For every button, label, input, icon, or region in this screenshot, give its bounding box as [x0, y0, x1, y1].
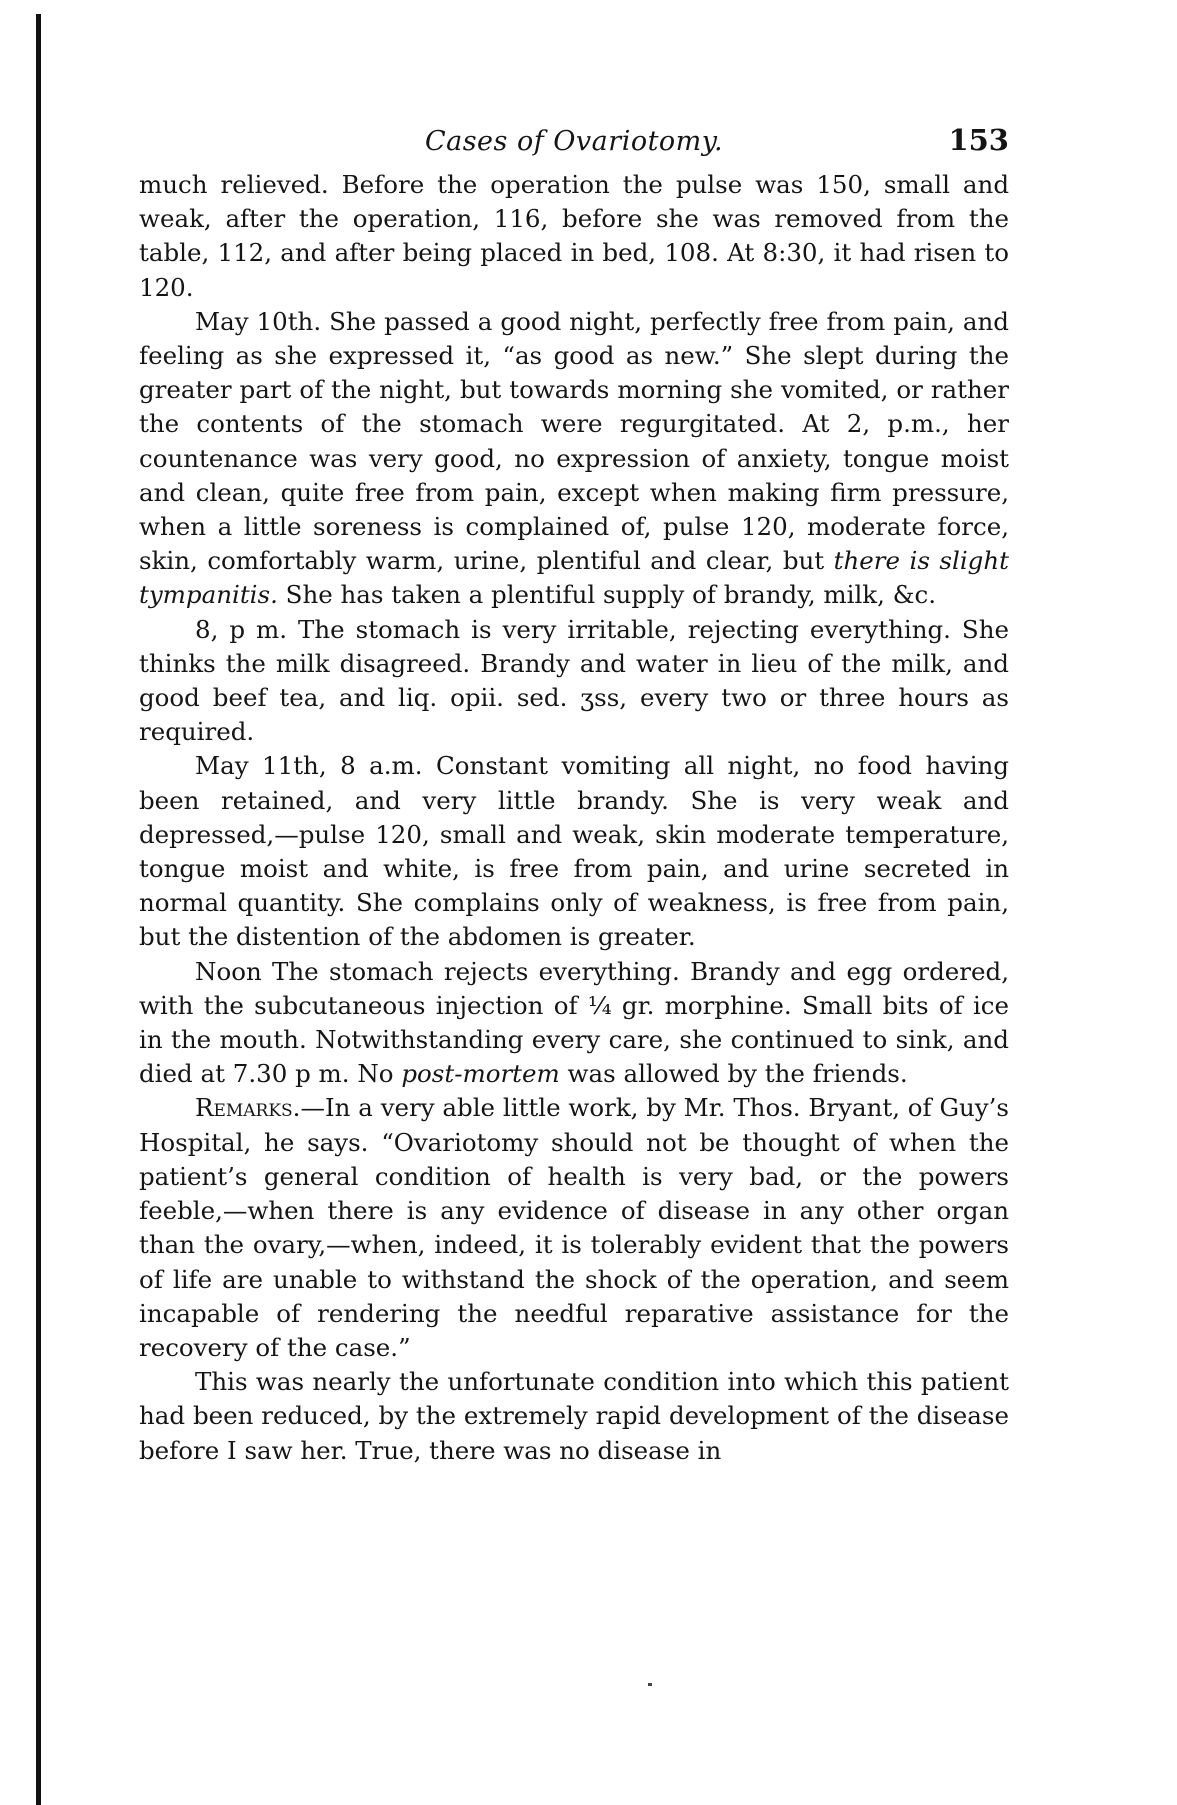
- paragraph-1: [139, 168, 1009, 305]
- paragraph-italic-phrase: there is slight tympanitis.: [139, 546, 1009, 610]
- paragraph-text: —In a very able little work, by Mr. Thos. Bryant, of Guy’s Hospital, he says. “Ovariotomy should not be thought of when the patient’s general condition of health is very bad, or the powers feeble,—when there is any evidence of disease in any other organ than the ovary,—when, indeed, it is tolerably evident that the powers of life are unable to withstand the shock of the operation, and seem incapable of rendering the needful reparative assistance for the recovery of the case.”: [139, 1093, 1009, 1362]
- body-text: [139, 168, 1009, 1468]
- paragraph-6: [139, 1091, 1009, 1365]
- remarks-heading: Remarks.: [195, 1093, 301, 1123]
- stray-ink-mark: [648, 1683, 652, 1686]
- paragraph-text: This was nearly the unfortunate condition into which this patient had been reduced, by the extremely rapid development of the disease before I saw her. True, there was no disease in: [139, 1367, 1009, 1465]
- paragraph-text: May 10th. She passed a good night, perfectly free from pain, and feeling as she expressed it, “as good as new.” She slept during the greater part of the night, but towards morning she vomited, or rather the contents of the stomach were regurgitated. At 2, p.m., her countenance was very good, no expression of anxiety, tongue moist and clean, quite free from pain, except when making firm pressure, when a little soreness is complained of, pulse 120, moderate force, skin, comfortably warm, urine, plentiful and clear, but: [139, 306, 1009, 576]
- running-title: Cases of Ovariotomy.: [424, 126, 724, 157]
- paragraph-text: May 11th, 8 a.m. Constant vomiting all night, no food having been retained, and very little brandy. She is very weak and depressed,—pulse 120, small and weak, skin moderate temperature, tongue moist and white, is free from pain, and urine secreted in normal quantity. She complains only of weakness, is free from pain, but the distention of the abdomen is greater.: [139, 751, 1009, 952]
- paragraph-7: [139, 1365, 1009, 1468]
- paragraph-5: [139, 955, 1009, 1092]
- paragraph-text: Noon The stomach rejects everything. Brandy and egg ordered, with the subcutaneous injection of ¼ gr. morphine. Small bits of ice in the mouth. Notwithstanding every care, she continued to sink, and died at 7.30 p m. No: [139, 956, 1009, 1089]
- running-head: [139, 118, 1009, 166]
- paragraph-italic-phrase: post-mortem: [401, 1059, 560, 1089]
- paragraph-text: much relieved. Before the operation the pulse was 150, small and weak, after the operation, 116, before she was removed from the table, 112, and after being placed in bed, 108. At 8:30, it had risen to 120.: [139, 170, 1009, 302]
- page-edge-rule: [36, 14, 41, 1805]
- paragraph-text: She has taken a plentiful supply of brandy, milk, &c.: [285, 580, 937, 610]
- paragraph-text: 8, p m. The stomach is very irritable, rejecting everything. She thinks the milk disagreed. Brandy and water in lieu of the milk, and good beef tea, and liq. opii. sed. ʒss, every two or three hours as required.: [139, 614, 1009, 747]
- paragraph-text: was allowed by the friends.: [567, 1059, 908, 1089]
- page-number: 153: [948, 123, 1009, 157]
- book-page: [139, 118, 1009, 1468]
- paragraph-4: [139, 749, 1009, 954]
- paragraph-3: [139, 613, 1009, 750]
- paragraph-2: [139, 305, 1009, 613]
